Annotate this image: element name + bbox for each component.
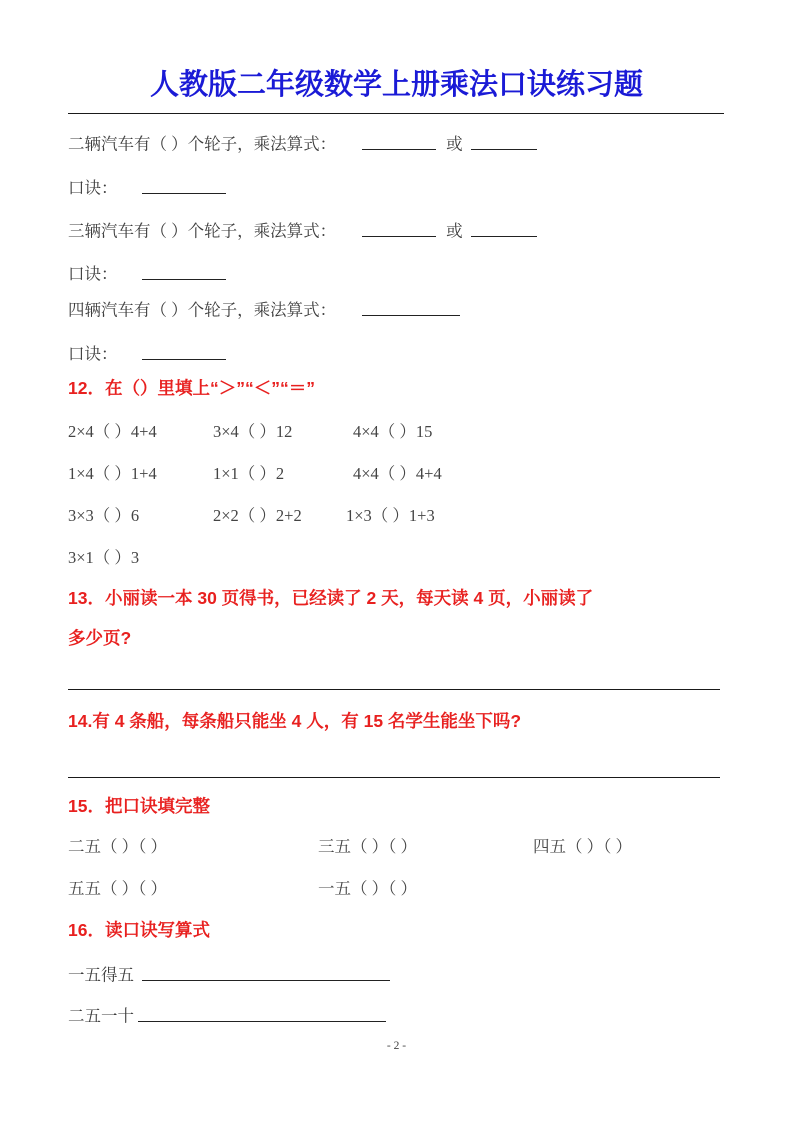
wheel-blank-3a[interactable] — [362, 299, 460, 316]
wheel-prompt-3 — [68, 299, 460, 319]
wheel-prompt-2 — [68, 220, 537, 240]
wheel-blank-1a[interactable] — [362, 133, 436, 150]
answer-rule-2 — [68, 777, 720, 778]
title-divider — [68, 113, 724, 114]
page-title: 人教版二年级数学上册乘法口诀练习题 — [149, 69, 643, 101]
q16-blank-2[interactable] — [138, 1005, 386, 1022]
q16-item-1 — [68, 964, 390, 984]
q15-cell-1-1[interactable]: 二五（ ）（ ） — [68, 837, 167, 856]
q15-cell-1-3[interactable]: 四五（ ）（ ） — [533, 837, 632, 856]
koujue-blank-2[interactable] — [142, 263, 226, 280]
q15-cell-1-2[interactable]: 三五（ ）（ ） — [318, 837, 417, 856]
q15-row-1 — [68, 839, 632, 856]
koujue-blank-3[interactable] — [142, 343, 226, 360]
q16-item-2 — [68, 1005, 386, 1025]
q12-cell-2-3[interactable]: 4×4（ ）4+4 — [353, 464, 442, 483]
q12-cell-1-3[interactable]: 4×4（ ）15 — [353, 422, 433, 441]
q12-number: 12． — [68, 378, 105, 398]
q16-heading — [68, 922, 210, 940]
q12-heading-text: 在（）里填上“＞”“＜”“＝” — [104, 378, 315, 398]
wheel-or-1: 或 — [446, 134, 463, 154]
koujue-label-3: 口诀： — [68, 344, 118, 364]
q12-heading — [68, 380, 315, 398]
q13-number: 13． — [68, 588, 105, 608]
q15-heading-text: 把口诀填完整 — [104, 796, 210, 816]
q15-cell-2-1[interactable]: 五五（ ）（ ） — [68, 879, 167, 898]
q16-number: 16． — [68, 920, 105, 940]
q13-line-2: 多少页? — [68, 628, 132, 648]
koujue-row-1 — [68, 177, 226, 197]
wheel-or-2: 或 — [446, 221, 463, 241]
koujue-blank-1[interactable] — [142, 177, 226, 194]
q12-cell-4-1[interactable]: 3×1（ ）3 — [68, 548, 140, 567]
q15-heading — [68, 798, 210, 816]
wheel-prompt-1-text: 二辆汽车有（ ）个轮子，乘法算式： — [68, 134, 337, 154]
wheel-blank-2a[interactable] — [362, 220, 436, 237]
q15-row-2 — [68, 881, 533, 898]
q12-cell-3-2[interactable]: 2×2（ ）2+2 — [213, 506, 302, 525]
q16-heading-text: 读口诀写算式 — [104, 920, 210, 940]
page-number-footer: - 2 - — [386, 1040, 407, 1052]
q12-cell-1-1[interactable]: 2×4（ ）4+4 — [68, 422, 157, 441]
q15-number: 15． — [68, 796, 105, 816]
koujue-label-2: 口诀： — [68, 264, 118, 284]
q12-cell-1-2[interactable]: 3×4（ ）12 — [213, 422, 293, 441]
q12-cell-3-1[interactable]: 3×3（ ）6 — [68, 506, 140, 525]
q16-blank-1[interactable] — [142, 964, 390, 981]
q16-item-2-label: 二五一十 — [68, 1006, 134, 1026]
koujue-row-3 — [68, 343, 226, 363]
q12-row-4 — [68, 550, 213, 567]
q14-text: 14.有 4 条船，每条船只能坐 4 人，有 15 名学生能坐下吗? — [68, 711, 522, 731]
q12-row-3 — [68, 508, 435, 525]
q13-line-1-text: 小丽读一本 30 页得书，已经读了 2 天，每天读 4 页，小丽读了 — [104, 588, 594, 608]
wheel-prompt-1 — [68, 133, 537, 153]
answer-rule-1 — [68, 689, 720, 690]
q12-cell-2-1[interactable]: 1×4（ ）1+4 — [68, 464, 157, 483]
wheel-blank-1b[interactable] — [471, 133, 537, 150]
wheel-prompt-3-text: 四辆汽车有（ ）个轮子，乘法算式： — [68, 300, 337, 320]
q15-cell-2-2[interactable]: 一五（ ）（ ） — [318, 879, 417, 898]
wheel-blank-2b[interactable] — [471, 220, 537, 237]
q16-item-1-label: 一五得五 — [68, 965, 134, 985]
q12-row-1 — [68, 424, 432, 441]
koujue-row-2 — [68, 263, 226, 283]
q12-row-2 — [68, 466, 442, 483]
wheel-prompt-2-text: 三辆汽车有（ ）个轮子，乘法算式： — [68, 221, 337, 241]
q13-line-1 — [68, 590, 593, 608]
koujue-label-1: 口诀： — [68, 178, 118, 198]
q12-cell-3-3[interactable]: 1×3（ ）1+3 — [346, 506, 435, 525]
q12-cell-2-2[interactable]: 1×1（ ）2 — [213, 464, 285, 483]
